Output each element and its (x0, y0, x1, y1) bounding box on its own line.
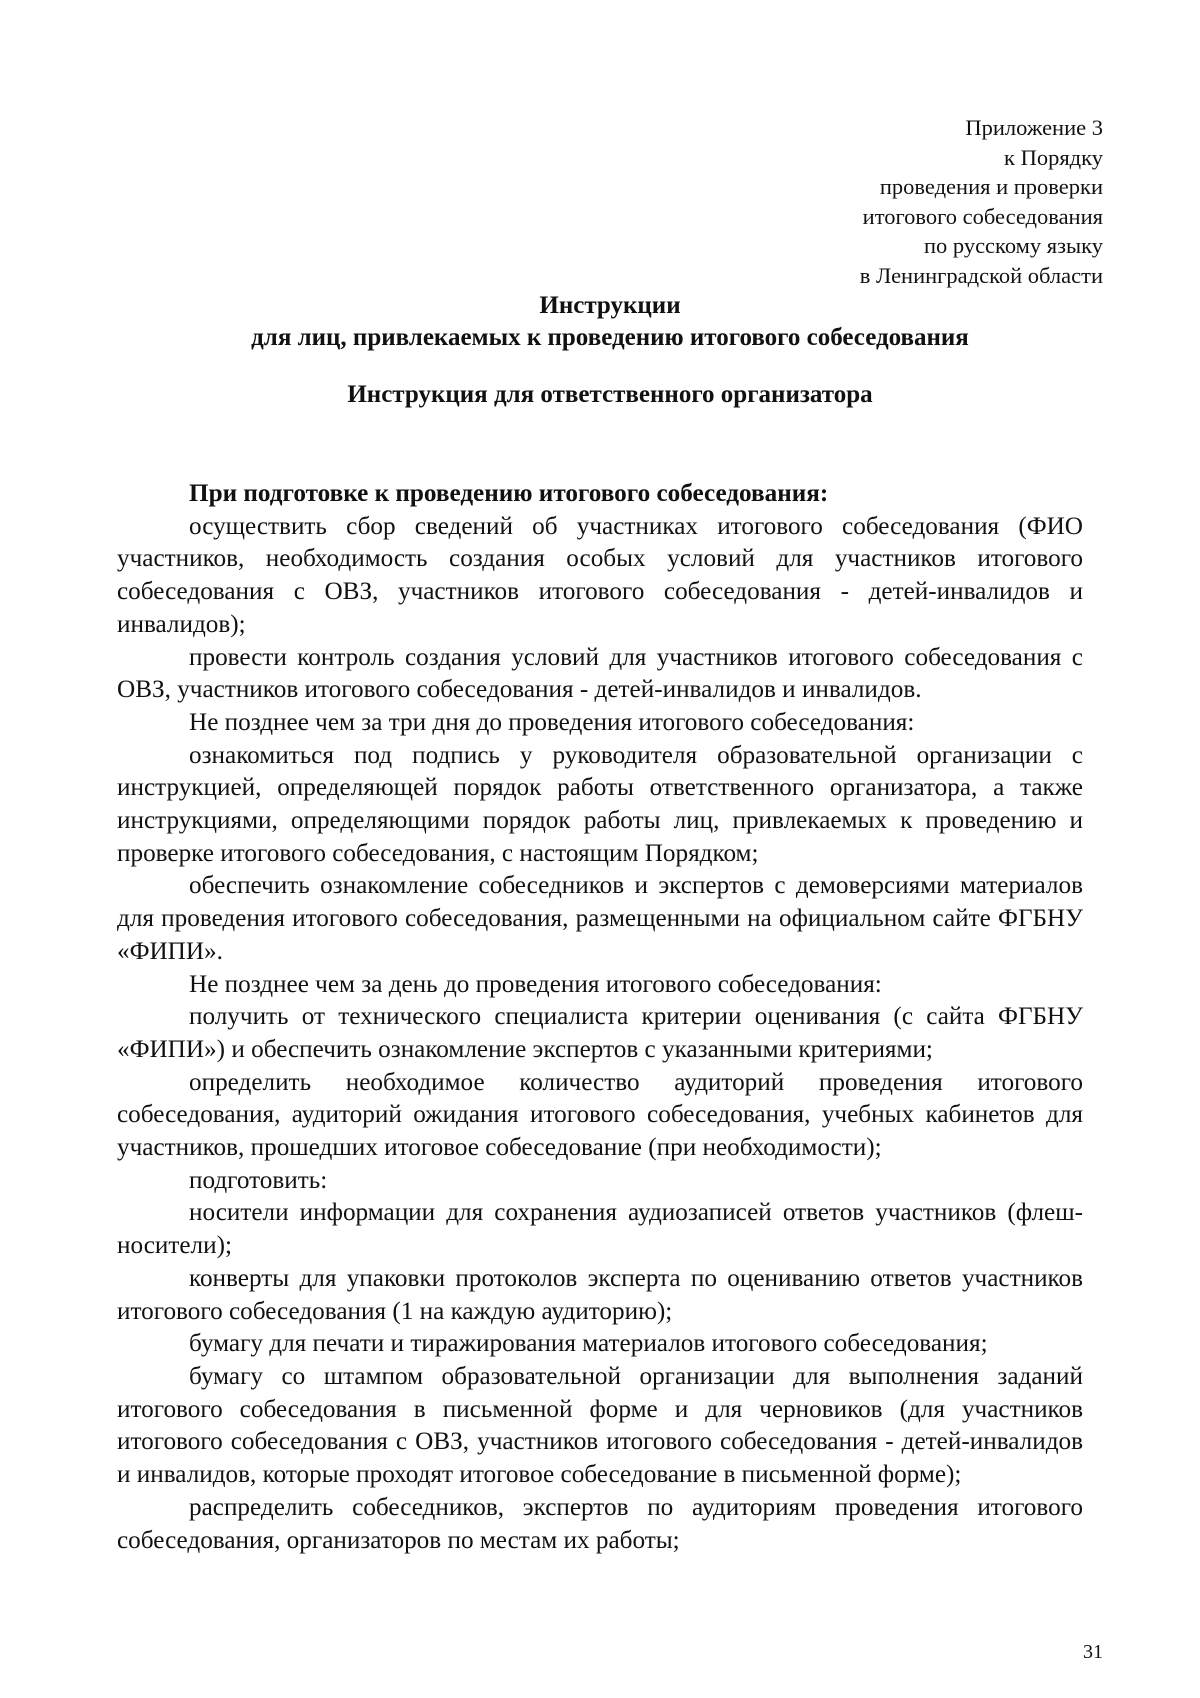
paragraph: обеспечить ознакомление собеседников и экспертов с демоверсиями материалов для проведения итогового собеседования, размещенными на официальном сайте ФГБНУ «ФИПИ». (117, 872, 1083, 965)
appendix-line: проведения и проверки (879, 174, 1103, 200)
appendix-line: к Порядку (1004, 144, 1103, 170)
paragraph: бумагу для печати и тиражирования материалов итогового собеседования; (189, 1330, 988, 1358)
paragraph: носители информации для сохранения аудиозаписей ответов участников (флеш-носители); (117, 1199, 1083, 1260)
paragraph: распределить собеседников, экспертов по аудиториям проведения итогового собеседования, организаторов по местам их работы; (117, 1493, 1083, 1554)
paragraph: Не позднее чем за три дня до проведения итогового собеседования: (189, 708, 915, 736)
paragraph: Не позднее чем за день до проведения итогового собеседования: (189, 970, 882, 998)
paragraph: конверты для упаковки протоколов эксперта по оцениванию ответов участников итогового собеседования (1 на каждую аудиторию); (117, 1264, 1083, 1325)
document-title (60, 290, 1160, 354)
paragraph: осуществить сбор сведений об участниках итогового собеседования (ФИО участников, необходимость создания особых условий для участников итогового собеседования с ОВЗ, участников итогового собеседования - детей-инвалидов и инвалидов); (117, 512, 1083, 638)
paragraph: бумагу со штампом образовательной организации для выполнения заданий итогового собеседования в письменной форме и для черновиков (для участников итогового собеседования с ОВЗ, участников итогового собеседования - детей-инвалидов и инвалидов, которые проходят итоговое собеседование в письменной форме); (117, 1362, 1083, 1489)
appendix-line: Приложение 3 (965, 115, 1103, 140)
document-subtitle (60, 379, 1160, 411)
appendix-line: итогового собеседования (862, 203, 1103, 229)
subtitle-line: Инструкция для ответственного организатора (347, 381, 873, 408)
appendix-line: по русскому языку (923, 233, 1103, 259)
appendix-line: в Ленинградской области (859, 262, 1103, 288)
document-body (117, 478, 1083, 1557)
paragraph: подготовить: (189, 1166, 328, 1194)
title-line-1: Инструкции (539, 292, 681, 319)
page-number: 31 (1083, 1641, 1103, 1663)
paragraph: провести контроль создания условий для участников итогового собеседования с ОВЗ, участников итогового собеседования - детей-инвалидов и инвалидов. (117, 643, 1083, 704)
appendix-reference (683, 113, 1103, 291)
section-heading: При подготовке к проведению итогового собеседования: (189, 480, 829, 507)
paragraph: получить от технического специалиста критерии оценивания (с сайта ФГБНУ «ФИПИ») и обеспечить ознакомление экспертов с указанными критериями; (117, 1003, 1083, 1063)
paragraph: определить необходимое количество аудиторий проведения итогового собеседования, аудиторий ожидания итогового собеседования, учебных кабинетов для участников, прошедших итоговое собеседование (при необходимости); (117, 1068, 1083, 1162)
title-line-2: для лиц, привлекаемых к проведению итогового собеседования (251, 324, 969, 351)
paragraph: ознакомиться под подпись у руководителя образовательной организации с инструкцией, определяющей порядок работы ответственного организатора, а также инструкциями, определяющими порядок работы лиц, привлекаемых к проведению и проверке итогового собеседования, с настоящим Порядком; (117, 741, 1083, 867)
